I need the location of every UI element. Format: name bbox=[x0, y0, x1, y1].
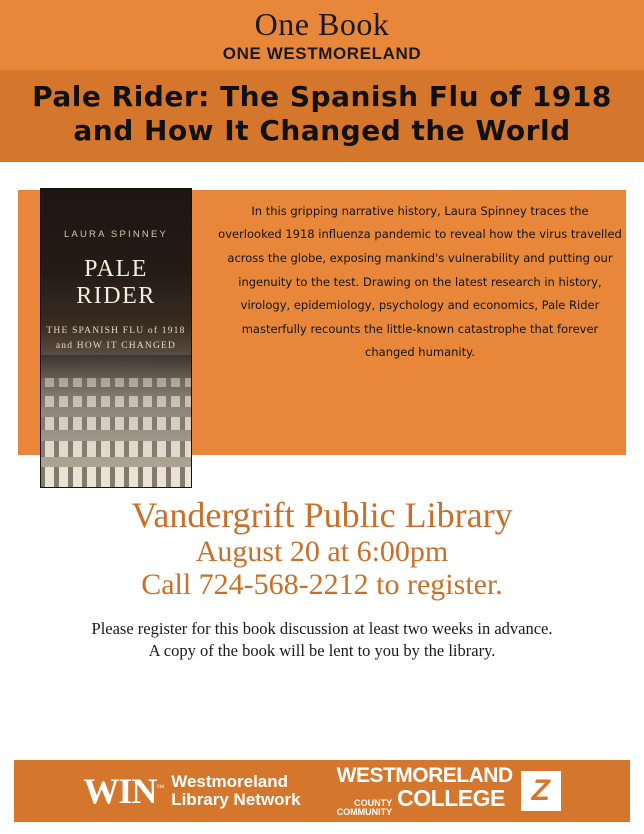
footer-logo-bar bbox=[14, 760, 630, 822]
wccc-line-community: COMMUNITY bbox=[336, 807, 393, 817]
book-title-line-1: Pale Rider: The Spanish Flu of 1918 bbox=[32, 79, 612, 113]
cover-subtitle-line-1: THE SPANISH FLU of 1918 bbox=[46, 325, 186, 336]
wccc-badge-icon: Z bbox=[521, 771, 561, 811]
event-venue: Vandergrift Public Library bbox=[131, 494, 513, 535]
registration-notes bbox=[0, 618, 644, 663]
registration-note-line-1: Please register for this book discussion at least two weeks in advance. bbox=[91, 618, 553, 638]
cover-title: PALE RIDER bbox=[76, 255, 156, 309]
logo-westmoreland-county-community-college bbox=[337, 765, 561, 817]
cover-author: LAURA SPINNEY bbox=[63, 228, 169, 240]
book-feature-section bbox=[0, 162, 644, 492]
book-title-line-2: and How It Changed the World bbox=[73, 113, 571, 147]
cover-photograph bbox=[41, 355, 191, 487]
book-synopsis: In this gripping narrative history, Laura Spinney traces the overlooked 1918 influenza pandemic to reveal how the virus travelled across the globe, exposing mankind's vulnerability and putting our ingenuity to the test. Drawing on the latest research in history, virology, epidemiology, psychology and economics, Pale Rider masterfully recounts the little-known catastrophe that forever changed humanity. bbox=[218, 203, 622, 360]
event-phone: Call 724-568-2212 to register. bbox=[141, 568, 503, 602]
wccc-line-county: COUNTY bbox=[354, 798, 393, 808]
book-title-banner bbox=[0, 70, 644, 162]
win-wordmark-line-1: Westmoreland bbox=[171, 772, 289, 792]
wccc-line-westmoreland: WESTMORELAND bbox=[336, 764, 513, 787]
event-datetime: August 20 at 6:00pm bbox=[195, 534, 449, 568]
series-title: One Book bbox=[254, 6, 390, 42]
win-monogram bbox=[83, 773, 163, 809]
wccc-line-college: COLLEGE bbox=[397, 785, 505, 811]
win-wordmark-line-2: Library Network bbox=[171, 790, 301, 809]
trademark-icon: ™ bbox=[156, 783, 164, 792]
registration-note-line-2: A copy of the book will be lent to you by the library. bbox=[148, 641, 496, 661]
event-details bbox=[0, 496, 644, 602]
series-banner bbox=[0, 0, 644, 70]
series-subtitle: ONE WESTMORELAND bbox=[222, 43, 422, 63]
book-cover-image bbox=[40, 188, 192, 488]
win-wordmark bbox=[171, 773, 300, 809]
win-monogram-text: WIN bbox=[83, 771, 157, 811]
cover-subtitle-line-2: and HOW IT CHANGED bbox=[55, 340, 177, 351]
logo-westmoreland-library-network bbox=[83, 773, 300, 809]
